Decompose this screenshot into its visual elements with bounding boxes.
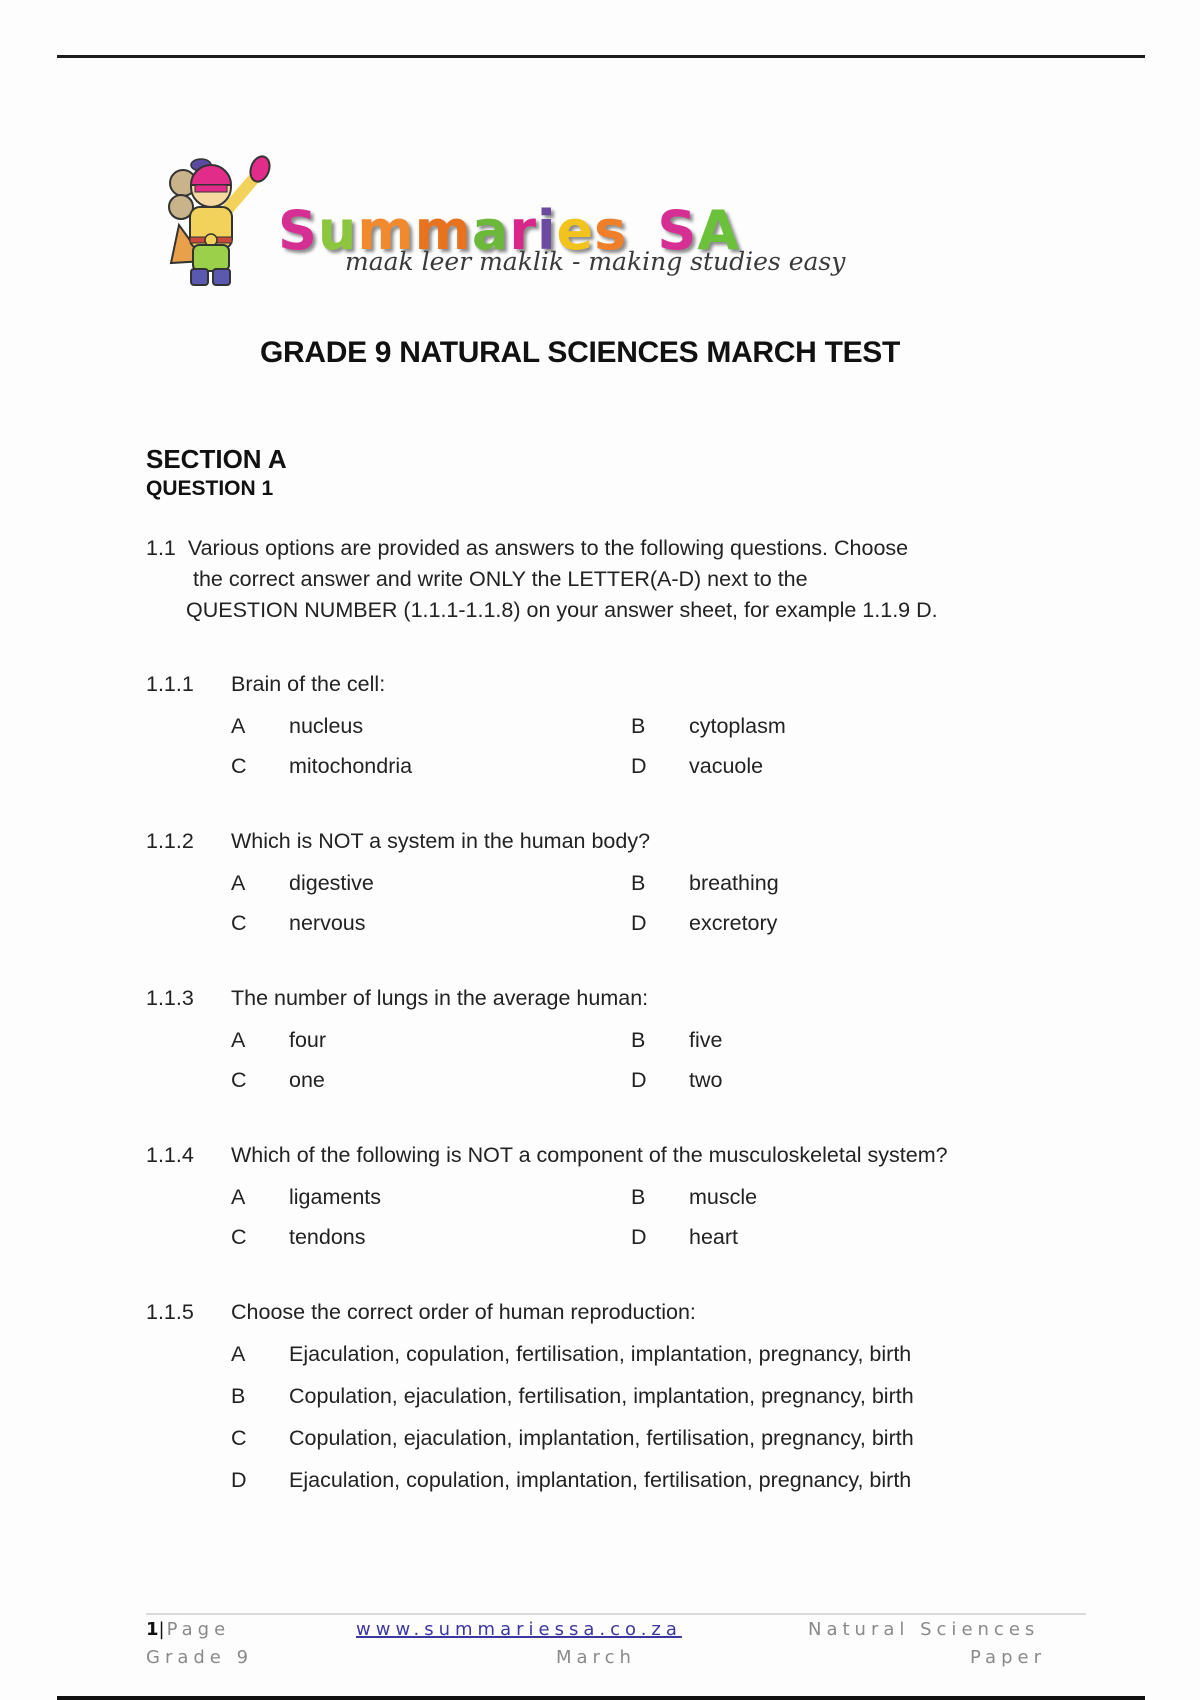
instructions: [146, 533, 938, 626]
brand-letter: s: [594, 199, 628, 262]
brand-letter: S: [657, 199, 698, 262]
page-label: Page: [166, 1619, 231, 1640]
mascot-icon: [165, 155, 280, 290]
question-text: The number of lungs in the average human:: [231, 986, 649, 1010]
question-number: 1.1.5: [146, 1300, 194, 1324]
instruction-line-3: QUESTION NUMBER (1.1.1-1.1.8) on your answer sheet, for example 1.1.9 D.: [186, 598, 938, 622]
footer-paper: Paper: [970, 1647, 1046, 1668]
footer-grade: Grade 9: [146, 1647, 254, 1668]
page-separator: |: [158, 1619, 167, 1640]
footer-subject: Natural Sciences: [808, 1619, 1040, 1640]
brand-letter: m: [414, 199, 472, 262]
footer-bottom-rule: [57, 1696, 1145, 1700]
question-number: 1.1.1: [146, 672, 194, 696]
question-heading: QUESTION 1: [146, 477, 274, 500]
page-number: 1: [146, 1619, 159, 1640]
question-number: 1.1.2: [146, 829, 194, 853]
question-text: Brain of the cell:: [231, 672, 386, 696]
brand-letter: e: [556, 199, 595, 262]
brand-letter: i: [537, 199, 557, 262]
header-rule: [57, 55, 1145, 58]
brand-letter: A: [697, 199, 741, 262]
footer-rule: [146, 1613, 1086, 1615]
question-number: 1.1.3: [146, 986, 194, 1010]
brand-letter: u: [317, 199, 358, 262]
question-number: 1.1.4: [146, 1143, 194, 1167]
footer-page: [146, 1619, 230, 1640]
document-title: GRADE 9 NATURAL SCIENCES MARCH TEST: [259, 336, 901, 369]
brand-letter: r: [509, 199, 538, 262]
question-text: Choose the correct order of human reproduction:: [231, 1300, 696, 1324]
question-text: Which of the following is NOT a component of the musculoskeletal system?: [231, 1143, 948, 1167]
website-link[interactable]: www.summariessa.co.za: [356, 1619, 682, 1640]
brand-letter: S: [278, 199, 318, 262]
instruction-line-2: the correct answer and write ONLY the LETTER(A-D) next to the: [193, 567, 808, 591]
question-text: Which is NOT a system in the human body?: [231, 829, 651, 853]
footer-month: March: [556, 1647, 636, 1668]
brand-letter: m: [357, 199, 415, 262]
brand-letter: a: [471, 199, 510, 262]
instruction-line-1: 1.1 Various options are provided as answers to the following questions. Choose: [146, 536, 909, 560]
brand-tagline: maak leer maklik - making studies easy: [345, 247, 846, 276]
section-heading: SECTION A: [146, 444, 287, 474]
summaries-sa-logo: [165, 155, 995, 290]
